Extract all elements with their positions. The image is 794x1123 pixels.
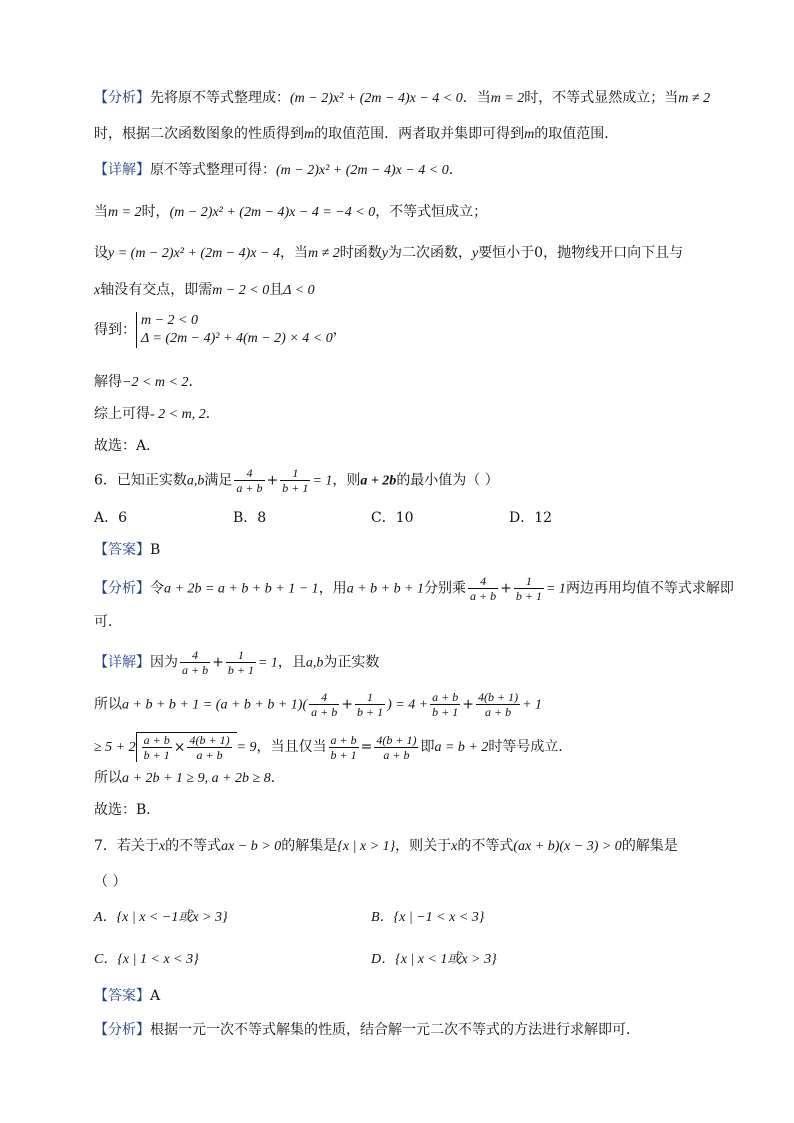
detail-line-6: 解得−2 < m < 2． [94,374,203,390]
q7-option-a: A．{x | x < −1或x > 3} [94,910,228,925]
question-6: 6．已知正实数a,b满足 $\frac{4}{a + b}$ + $\frac{1}{b + 1}$ = 1，则a + 2b的最小值为（ ） [94,466,499,495]
q6-option-d: D．12 [509,510,553,526]
q6-option-c: C．10 [371,510,414,526]
q6-option-a: A．6 [94,510,128,526]
detail-line-4: x轴没有交点，即需m − 2 < 0且Δ < 0 [94,282,315,298]
fraction: $\frac{4}{a + b}$ [470,574,497,603]
detail-line-7: 综上可得- 2 < m, 2． [94,406,220,422]
inequality-system: m − 2 < 0 Δ = (2m − 4)² + 4(m − 2) × 4 < 0 [136,312,333,348]
detail-6-line-4: 所以a + 2b + 1 ≥ 9, a + 2b ≥ 8． [94,770,285,786]
fraction: $\frac{1}{b + 1}$ [227,648,254,677]
fraction: $\frac{4}{a + b}$ [236,466,263,495]
analysis-7: 【分析】根据一元一次不等式解集的性质，结合解一元二次不等式的方法进行求解即可． [94,1022,640,1038]
analysis-6-cont: 可． [94,614,122,630]
square-root: $\frac{a + b}{b + 1}$ × $\frac{4(b + 1)}{a + b}$ [136,732,237,762]
fraction: $\frac{1}{b + 1}$ [515,574,542,603]
detail-6-line-1: 【详解】因为 $\frac{4}{a + b}$ + $\frac{1}{b + 1}$ = 1，且a,b为正实数 [94,648,380,677]
answer-7: 【答案】A [94,988,161,1004]
q7-option-d: D．{x | x < 1或x > 3} [371,952,497,967]
detail-line-3: 设y = (m − 2)x² + (2m − 4)x − 4，当m ≠ 2时函数y为二次函数，y要恒小于0，抛物线开口向下且与 [94,245,684,261]
q7-option-c: C．{x | 1 < x < 3} [94,952,199,967]
analysis-tag: 【分析】 [94,90,150,106]
detail-tag: 【详解】 [94,162,150,178]
analysis-line-1: 【分析】先将原不等式整理成：(m − 2)x² + (2m − 4)x − 4 < 0．当m = 2时，不等式显然成立；当m ≠ 2 [94,90,711,106]
detail-line-8: 故选：A． [94,438,161,454]
q7-option-b: B．{x | −1 < x < 3} [371,910,485,925]
detail-6-line-3: ≥ 5 + 2 $\frac{a + b}{b + 1}$ × $\frac{4(b + 1)}{a + b}$ = 9，当且仅当 $\frac{a + b}{b + 1}$ = $\frac{4(b + 1)}{a + b}$ 即a = b + 2时等号成立． [94,732,573,762]
question-7-paren: （ ） [94,874,127,890]
question-7: 7．若关于x的不等式ax − b > 0的解集是{x | x > 1}，则关于x的不等式(ax + b)(x − 3) > 0的解集是 [94,838,678,854]
fraction: $\frac{1}{b + 1}$ [356,690,384,719]
detail-system-line: 得到： m − 2 < 0 Δ = (2m − 4)² + 4(m − 2) × 4 < 0 ， [94,313,347,346]
q6-option-b: B．8 [233,510,267,526]
fraction: $\frac{a + b}{b + 1}$ [432,690,459,719]
fraction: $\frac{4}{a + b}$ [311,690,338,719]
fraction: $\frac{4}{a + b}$ [182,648,209,677]
fraction: $\frac{1}{b + 1}$ [282,466,309,495]
detail-6-line-2: 所以a + b + b + 1 = (a + b + b + 1)( $\frac{4}{a + b}$ + $\frac{1}{b + 1}$ ) = 4 + $\frac{a + b}{b + 1}$ + $\frac{4(b + 1)}{a + b}$ + 1 [94,690,543,719]
detail-line-2: 当m = 2时，(m − 2)x² + (2m − 4)x − 4 = −4 < 0，不等式恒成立； [94,204,488,220]
analysis-line-2: 时，根据二次函数图象的性质得到m的取值范围．两者取并集即可得到m的取值范围． [94,126,619,142]
detail-6-line-5: 故选：B． [94,802,161,818]
detail-line-1: 【详解】原不等式整理可得：(m − 2)x² + (2m − 4)x − 4 < 0． [94,162,463,178]
answer-6: 【答案】B [94,542,161,558]
analysis-6: 【分析】令a + 2b = a + b + b + 1 − 1，用a + b + b + 1分别乘 $\frac{4}{a + b}$ + $\frac{1}{b + 1}$ = 1两边再用均值不等式求解即 [94,574,734,603]
fraction: $\frac{4(b + 1)}{a + b}$ [477,690,519,719]
